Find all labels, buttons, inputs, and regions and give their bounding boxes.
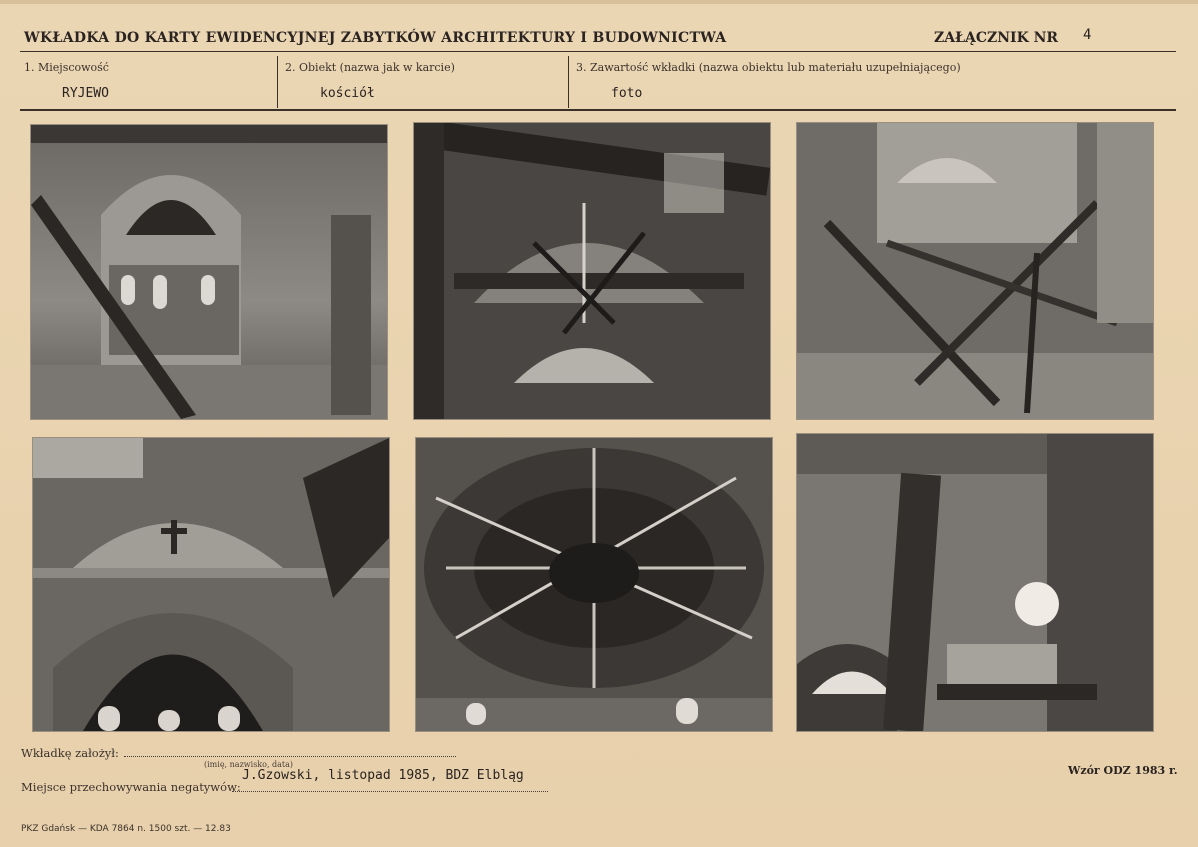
photo-dome-underside xyxy=(415,437,773,732)
print-info: PKZ Gdańsk — KDA 7864 n. 1500 szt. — 12.83 xyxy=(21,824,231,834)
annex-label: ZAŁĄCZNIK NR xyxy=(934,30,1059,46)
card-top-edge xyxy=(0,0,1198,4)
negatives-label: Miejsce przechowywania negatywów: xyxy=(21,780,241,794)
field-divider-1 xyxy=(277,56,278,108)
field-object-value: kościół xyxy=(320,86,375,101)
fields-rule xyxy=(20,109,1176,111)
form-model: Wzór ODZ 1983 r. xyxy=(1068,764,1178,777)
photo-cross-gable xyxy=(32,437,390,732)
field-divider-2 xyxy=(568,56,569,108)
created-by-line xyxy=(124,756,456,757)
field-content-value: foto xyxy=(611,86,643,101)
created-by-hint: (imię, nazwisko, data) xyxy=(204,760,294,769)
field-locality-value: RYJEWO xyxy=(62,86,109,101)
photo-collapsed-timbers xyxy=(796,122,1154,420)
field-object-label: 2. Obiekt (nazwa jak w karcie) xyxy=(285,61,455,74)
card-title: WKŁADKA DO KARTY EWIDENCYJNEJ ZABYTKÓW ARCHITEKTURY I BUDOWNICTWA xyxy=(24,30,727,46)
created-by-value: J.Gzowski, listopad 1985, BDZ Elbląg xyxy=(242,768,524,783)
field-locality-label: 1. Miejscowość xyxy=(24,61,109,74)
photo-roof-beams xyxy=(413,122,771,420)
annex-number: 4 xyxy=(1083,27,1092,43)
photo-nave-interior xyxy=(30,124,388,420)
created-by-label: Wkładkę założył: xyxy=(21,746,119,760)
field-content-label: 3. Zawartość wkładki (nazwa obiektu lub materiału uzupełniającego) xyxy=(576,61,961,74)
negatives-line xyxy=(232,791,548,792)
photo-tower-interior xyxy=(796,433,1154,732)
header-rule xyxy=(20,51,1176,52)
